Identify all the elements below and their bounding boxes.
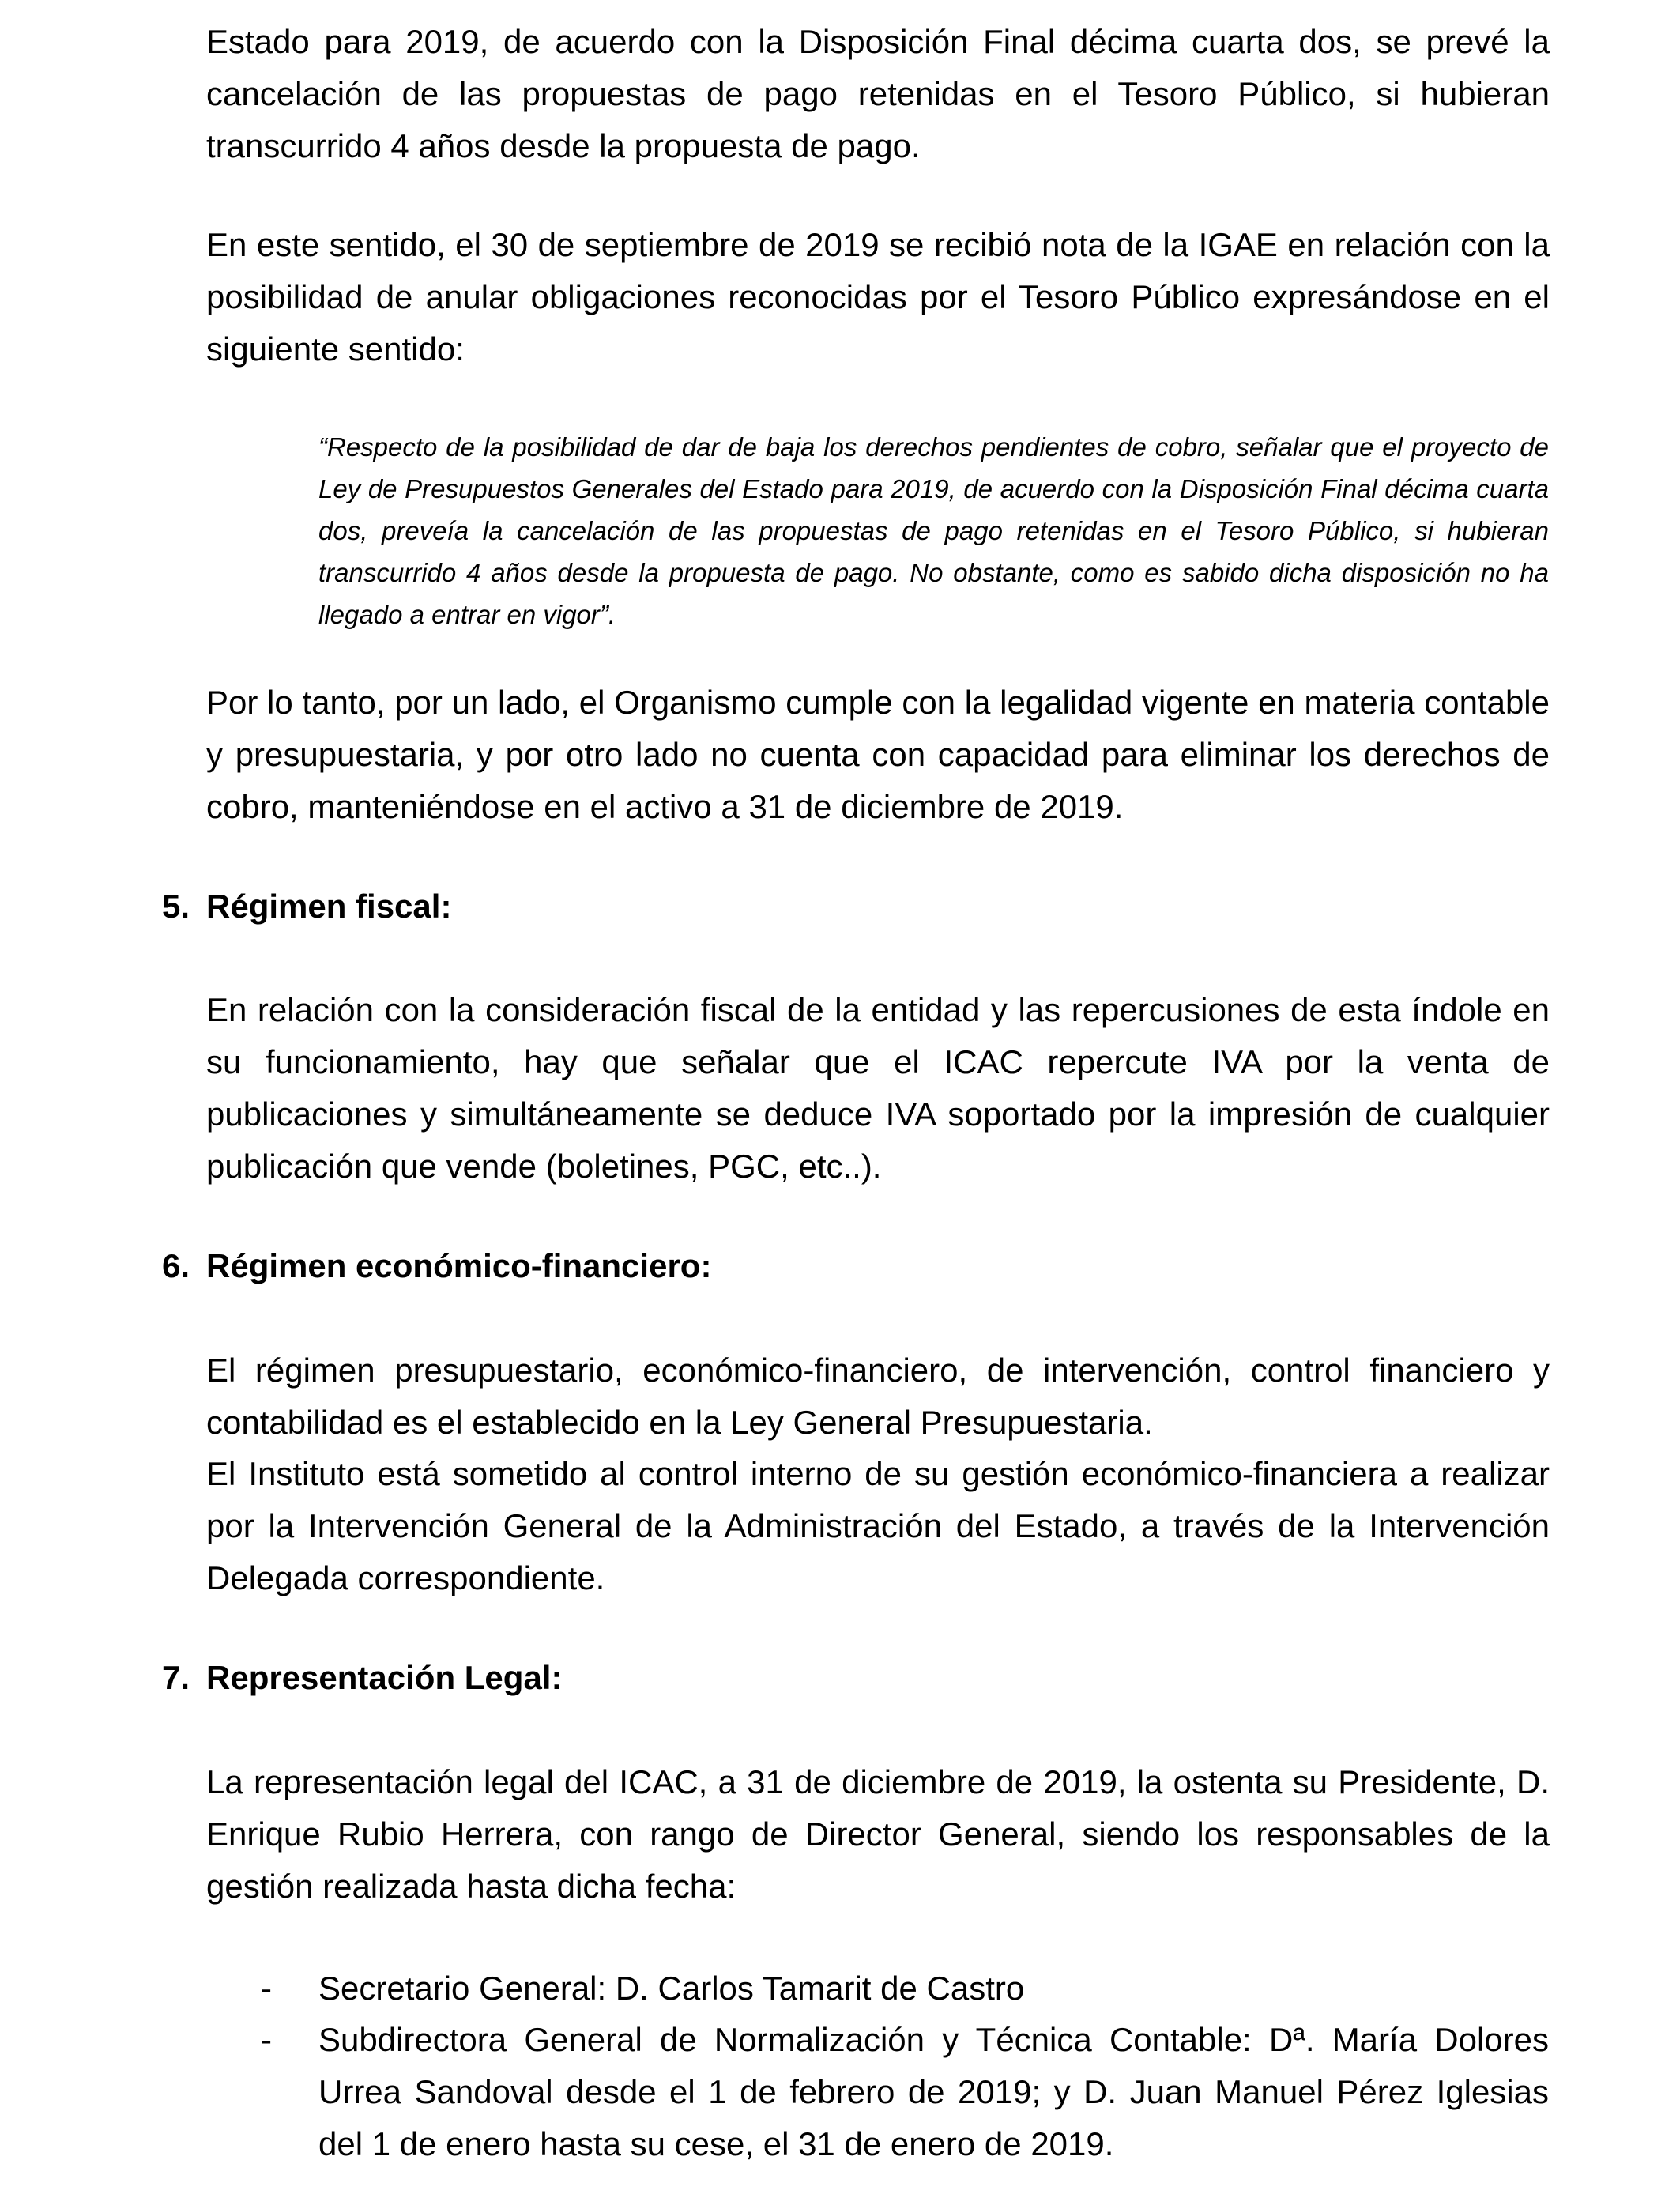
list-item-1: Secretario General: D. Carlos Tamarit de Castro	[318, 1970, 1025, 2007]
section-5-heading	[162, 880, 451, 933]
list-item-2: Subdirectora General de Normalización y Técnica Contable: Dª. María Dolores Urrea Sandoval desde el 1 de febrero de 2019; y D. Juan Manuel Pérez Iglesias del 1 de enero hasta su cese, el 31 de enero de 2019.	[318, 2021, 1549, 2162]
section-6-paragraph-2: El Instituto está sometido al control interno de su gestión económico-financiera a realizar por la Intervención General de la Administración del Estado, a través de la Intervención Delegada correspondiente.	[206, 1455, 1550, 1596]
section-7-heading	[162, 1652, 562, 1704]
section-5-number: 5.	[162, 888, 190, 925]
intro-paragraph-2: En este sentido, el 30 de septiembre de 2019 se recibió nota de la IGAE en relación con la posibilidad de anular obligaciones reconocidas por el Tesoro Público expresándose en el siguiente sentido:	[206, 226, 1550, 368]
section-6-paragraph-1: El régimen presupuestario, económico-financiero, de intervención, control financiero y contabilidad es el establecido en la Ley General Presupuestaria.	[206, 1351, 1550, 1441]
intro-paragraph-3: Por lo tanto, por un lado, el Organismo cumple con la legalidad vigente en materia contable y presupuestaria, y por otro lado no cuenta con capacidad para eliminar los derechos de cobro, manteniéndose en el activo a 31 de diciembre de 2019.	[206, 684, 1550, 825]
list-item-2-marker: -	[261, 2021, 272, 2058]
section-5-paragraph: En relación con la consideración fiscal de la entidad y las repercusiones de esta índole en su funcionamiento, hay que señalar que el ICAC repercute IVA por la venta de publicaciones y simultáneamente se deduce IVA soportado por la impresión de cualquier publicación que vende (boletines, PGC, etc..).	[206, 991, 1550, 1185]
section-7-paragraph: La representación legal del ICAC, a 31 de diciembre de 2019, la ostenta su Presidente, D. Enrique Rubio Herrera, con rango de Director General, siendo los responsables de la gestión realizada hasta dicha fecha:	[206, 1763, 1550, 1905]
section-6-number: 6.	[162, 1247, 190, 1284]
section-7-title: Representación Legal:	[206, 1659, 563, 1696]
section-7-number: 7.	[162, 1659, 190, 1696]
section-6-title: Régimen económico-financiero:	[206, 1247, 712, 1284]
section-5-title: Régimen fiscal:	[206, 888, 452, 925]
section-6-heading	[162, 1240, 711, 1292]
intro-paragraph-1: Estado para 2019, de acuerdo con la Disposición Final décima cuarta dos, se prevé la cancelación de las propuestas de pago retenidas en el Tesoro Público, si hubieran transcurrido 4 años desde la propuesta de pago.	[206, 23, 1550, 164]
block-quote: “Respecto de la posibilidad de dar de baja los derechos pendientes de cobro, señalar que el proyecto de Ley de Presupuestos Generales del Estado para 2019, de acuerdo con la Disposición Final décima cuarta dos, preveía la cancelación de las propuestas de pago retenidas en el Tesoro Público, si hubieran transcurrido 4 años desde la propuesta de pago. No obstante, como es sabido dicha disposición no ha llegado a entrar en vigor”.	[318, 432, 1549, 629]
list-item-1-marker: -	[261, 1970, 272, 2007]
